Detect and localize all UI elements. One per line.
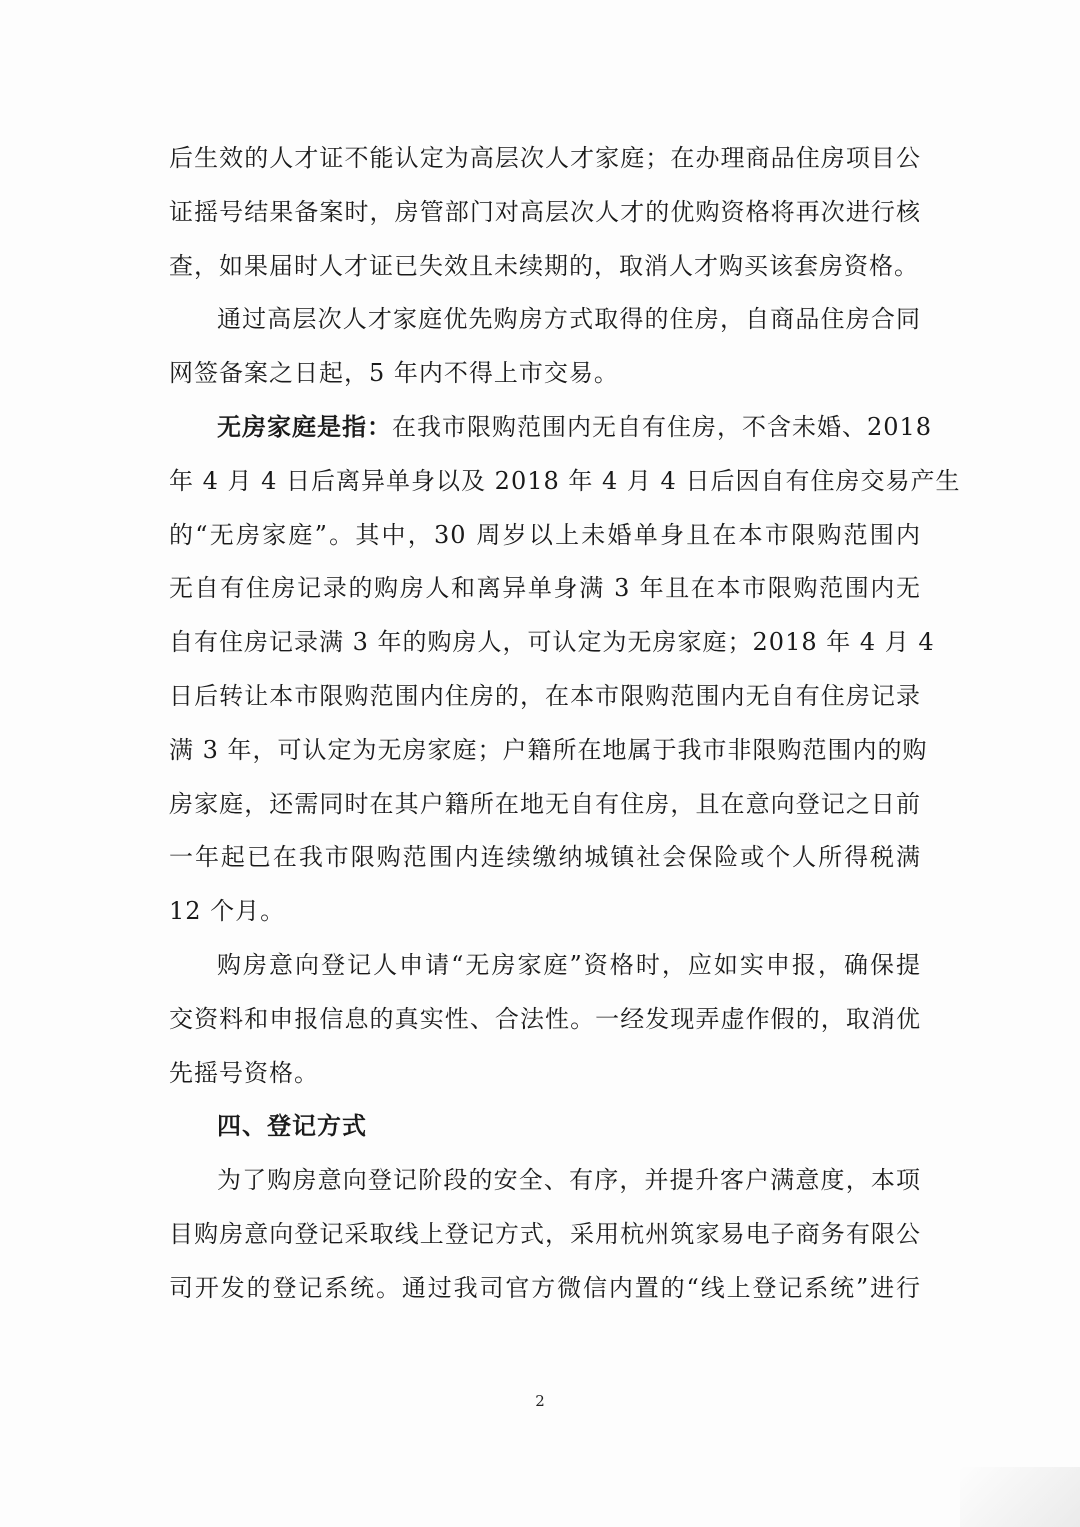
section-heading: 四、登记方式 bbox=[217, 1112, 367, 1141]
text-line bbox=[169, 401, 933, 455]
text-line: 网签备案之日起，5 年内不得上市交易。 bbox=[169, 359, 619, 388]
paragraph-talent-verification bbox=[169, 132, 921, 293]
paragraph-no-house-family-definition bbox=[169, 401, 961, 939]
text-line: 证摇号结果备案时，房管部门对高层次人才的优购资格将再次进行核 bbox=[169, 197, 921, 226]
paragraph-resale-restriction bbox=[169, 293, 921, 401]
paragraph-online-registration bbox=[169, 1154, 921, 1315]
text-line: 购房意向登记人申请“无房家庭”资格时，应如实申报，确保提 bbox=[217, 950, 921, 979]
text-line: 的“无房家庭”。其中，30 周岁以上未婚单身且在本市限购范围内 bbox=[169, 520, 921, 549]
text-span: 在我市限购范围内无自有住房，不含未婚、2018 bbox=[392, 412, 933, 441]
text-line: 年 4 月 4 日后离异单身以及 2018 年 4 月 4 日后因自有住房交易产生 bbox=[169, 466, 961, 495]
text-line: 满 3 年，可认定为无房家庭；户籍所在地属于我市非限购范围内的购 bbox=[169, 735, 928, 764]
text-line: 日后转让本市限购范围内住房的，在本市限购范围内无自有住房记录 bbox=[169, 681, 921, 710]
document-body bbox=[169, 132, 961, 1316]
text-line: 查，如果届时人才证已失效且未续期的，取消人才购买该套房资格。 bbox=[169, 251, 919, 280]
text-line: 自有住房记录满 3 年的购房人，可认定为无房家庭；2018 年 4 月 4 bbox=[169, 628, 935, 657]
text-line: 12 个月。 bbox=[169, 897, 286, 926]
paragraph-truthful-declaration bbox=[169, 939, 921, 1100]
text-line: 司开发的登记系统。通过我司官方微信内置的“线上登记系统”进行 bbox=[169, 1273, 921, 1302]
text-line: 交资料和申报信息的真实性、合法性。一经发现弄虚作假的，取消优 bbox=[169, 1004, 921, 1033]
page-number: 2 bbox=[535, 1392, 545, 1410]
text-line: 先摇号资格。 bbox=[169, 1058, 319, 1087]
text-line: 目购房意向登记采取线上登记方式，采用杭州筑家易电子商务有限公 bbox=[169, 1219, 921, 1248]
text-line: 后生效的人才证不能认定为高层次人才家庭；在办理商品住房项目公 bbox=[169, 144, 921, 172]
definition-lead-term: 无房家庭是指： bbox=[217, 412, 392, 441]
section-heading-registration-method bbox=[169, 1100, 921, 1154]
text-line: 房家庭，还需同时在其户籍所在地无自有住房，且在意向登记之日前 bbox=[169, 789, 921, 818]
text-line: 无自有住房记录的购房人和离异单身满 3 年且在本市限购范围内无 bbox=[169, 574, 921, 603]
scan-shadow bbox=[960, 1467, 1080, 1527]
text-line: 通过高层次人才家庭优先购房方式取得的住房，自商品住房合同 bbox=[217, 305, 921, 334]
text-line: 一年起已在我市限购范围内连续缴纳城镇社会保险或个人所得税满 bbox=[169, 843, 921, 872]
text-line: 为了购房意向登记阶段的安全、有序，并提升客户满意度，本项 bbox=[217, 1166, 921, 1195]
